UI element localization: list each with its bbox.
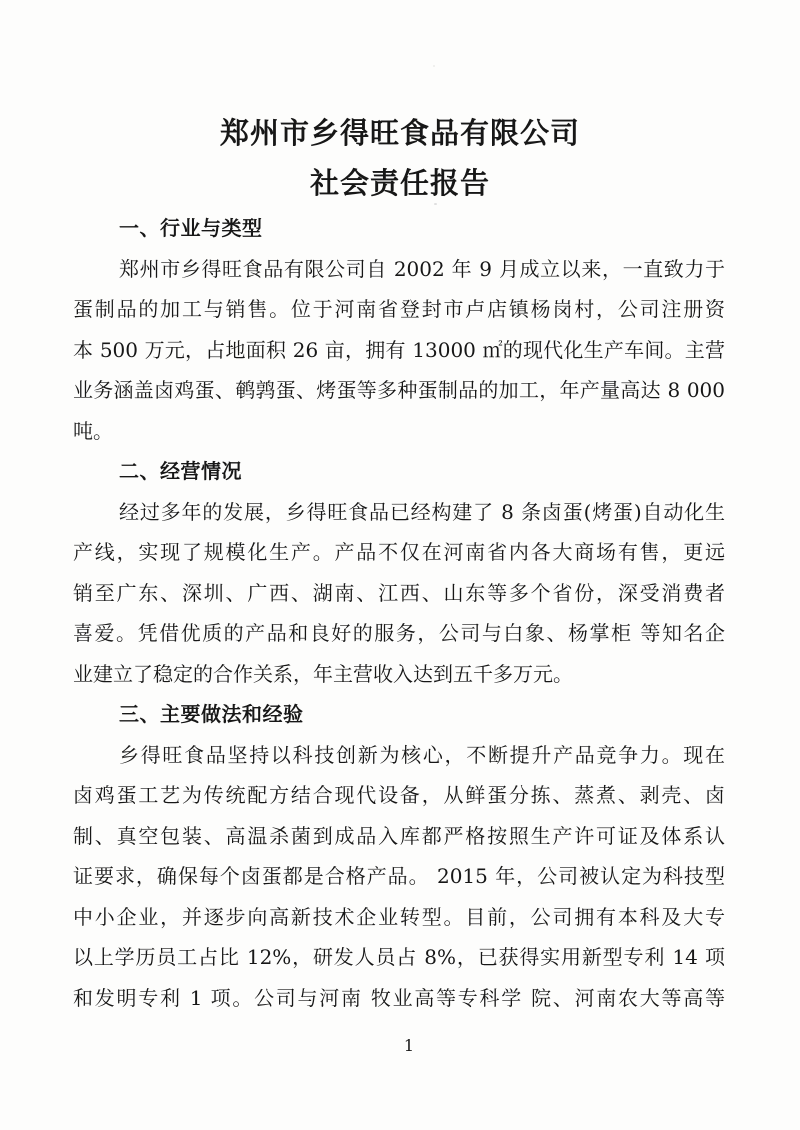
paragraph-line: 蛋制品的加工与销售。位于河南省登封市卢店镇杨岗村，公司注册资	[73, 297, 725, 321]
paragraph-line: 证要求，确保每个卤蛋都是合格产品。 2015 年，公司被认定为科技型	[73, 864, 725, 888]
paragraph-line: 卤鸡蛋工艺为传统配方结合现代设备，从鲜蛋分拣、蒸煮、剥壳、卤	[73, 783, 725, 807]
paragraph-line: 本 500 万元，占地面积 26 亩，拥有 13000 ㎡的现代化生产车间。主营	[73, 337, 725, 362]
section-heading: 三、主要做法和经验	[119, 702, 304, 726]
paragraph	[73, 249, 725, 452]
paragraph	[73, 492, 725, 695]
paragraph-line: 郑州市乡得旺食品有限公司自 2002 年 9 月成立以来，一直致力于	[119, 256, 725, 281]
paragraph-line: 中小企业，并逐步向高新技术企业转型。目前，公司拥有本科及大专	[73, 904, 725, 929]
paragraph-line: 和发明专利 1 项。公司与河南 牧业高等专科学 院、河南农大等高等	[73, 985, 725, 1010]
paragraph-line: 以上学历员工占比 12%，研发人员占 8%，已获得实用新型专利 14 项	[73, 945, 725, 969]
paragraph-line: 业建立了稳定的合作关系，年主营收入达到五千多万元。	[73, 661, 573, 686]
paragraph-line: 乡得旺食品坚持以科技创新为核心，不断提升产品竞争力。现在	[119, 742, 725, 767]
document-subtitle: 社会责任报告	[309, 166, 490, 200]
scan-speck	[692, 876, 694, 879]
scan-speck	[434, 203, 437, 205]
section-heading: 二、经营情况	[119, 459, 242, 483]
scan-speck	[433, 65, 435, 67]
paragraph-line: 经过多年的发展，乡得旺食品已经构建了 8 条卤蛋(烤蛋)自动化生	[119, 499, 725, 524]
document-title: 郑州市乡得旺食品有限公司	[219, 116, 580, 150]
page-number: 1	[403, 1036, 415, 1055]
paragraph-line: 制、真空包装、高温杀菌到成品入库都严格按照生产许可证及体系认	[73, 823, 725, 848]
paragraph	[73, 735, 725, 1019]
document-body	[73, 208, 725, 1018]
paragraph-line: 喜爱。凭借优质的产品和良好的服务，公司与白象、杨掌柜 等知名企	[73, 621, 725, 645]
paragraph-line: 销至广东、深圳、广西、湖南、江西、山东等多个省份，深受消费者	[73, 580, 725, 605]
paragraph-line: 吨。	[73, 418, 113, 443]
paragraph-line: 业务涵盖卤鸡蛋、鹌鹑蛋、烤蛋等多种蛋制品的加工，年产量高达 8 000	[73, 378, 725, 402]
section-heading: 一、行业与类型	[119, 216, 263, 240]
paragraph-line: 产线，实现了规模化生产。产品不仅在河南省内各大商场有售，更远	[73, 540, 725, 564]
